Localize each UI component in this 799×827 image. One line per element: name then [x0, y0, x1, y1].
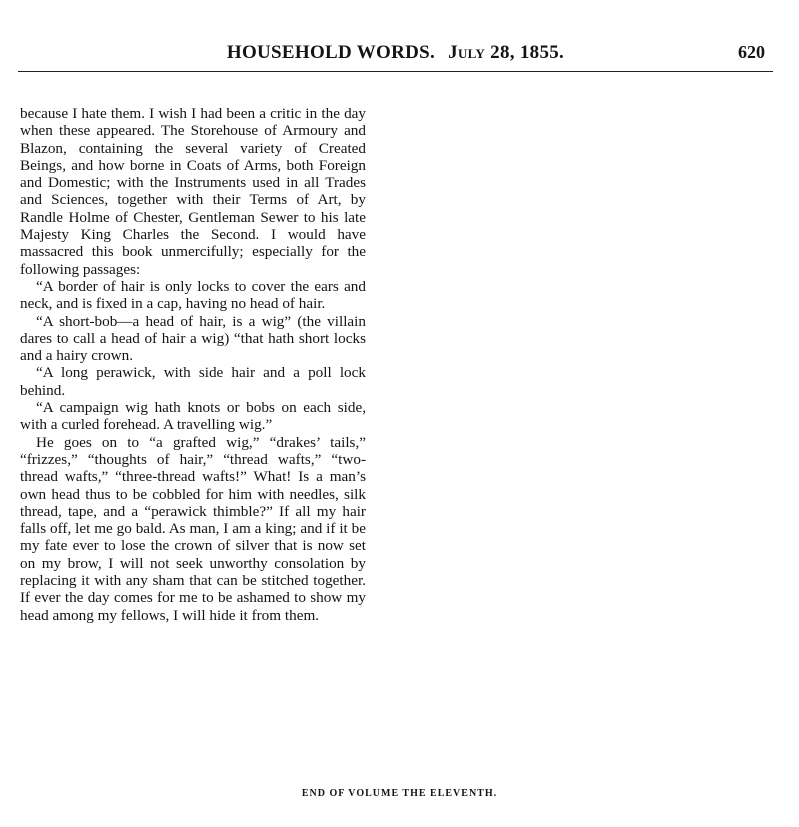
header-rule: [18, 71, 773, 72]
end-of-volume-note: END OF VOLUME THE ELEVENTH.: [301, 788, 498, 799]
header-title-line: [18, 42, 773, 64]
paragraph: because I hate them. I wish I had been a critic in the day when these appeared. The Storehouse of Armoury and Blazon, containing the several variety of Created Beings, and how borne in Coats of Arms, both Foreign and Domestic; with the Instruments used in all Trades and Sciences, together with their Terms of Art, by Randle Holme of Chester, Gentleman Sewer to his late Majesty King Charles the Second. I would have massacred this book unmercifully; especially for the following passages:: [20, 105, 366, 278]
paragraph: “A short-bob—a head of hair, is a wig” (the villain dares to call a head of hair a wig) “that hath short locks and a hairy crown.: [20, 312, 366, 365]
issue-date: July 28, 1855.: [448, 42, 565, 63]
paragraph: “A border of hair is only locks to cover the ears and neck, and is fixed in a cap, having no head of hair.: [20, 277, 366, 313]
paragraph: “A long perawick, with side hair and a poll lock behind.: [20, 364, 366, 399]
page-number: 620: [738, 42, 765, 62]
text-column: [20, 105, 366, 624]
running-header: [18, 34, 773, 72]
paragraph: He goes on to “a grafted wig,” “drakes’ tails,” “frizzes,” “thoughts of hair,” “thread wafts,” “two-thread wafts,” “three-thread wafts!” What! Is a man’s own head thus to be cobbled for him with needles, silk thread, tape, and a “perawick thimble?” If all my hair falls off, let me go bald. As man, I am a king; and if it be my fate ever to lose the crown of silver that is now set on my brow, I will not seek unworthy consolation by replacing it with any sham that can be stitched together. If ever the day comes for me to be ashamed to show my head among my fellows, I will hide it from them.: [20, 433, 366, 624]
paragraph: “A campaign wig hath knots or bobs on each side, with a curled forehead. A travelling wig.”: [20, 399, 366, 434]
publication-title: HOUSEHOLD WORDS.: [226, 42, 436, 63]
